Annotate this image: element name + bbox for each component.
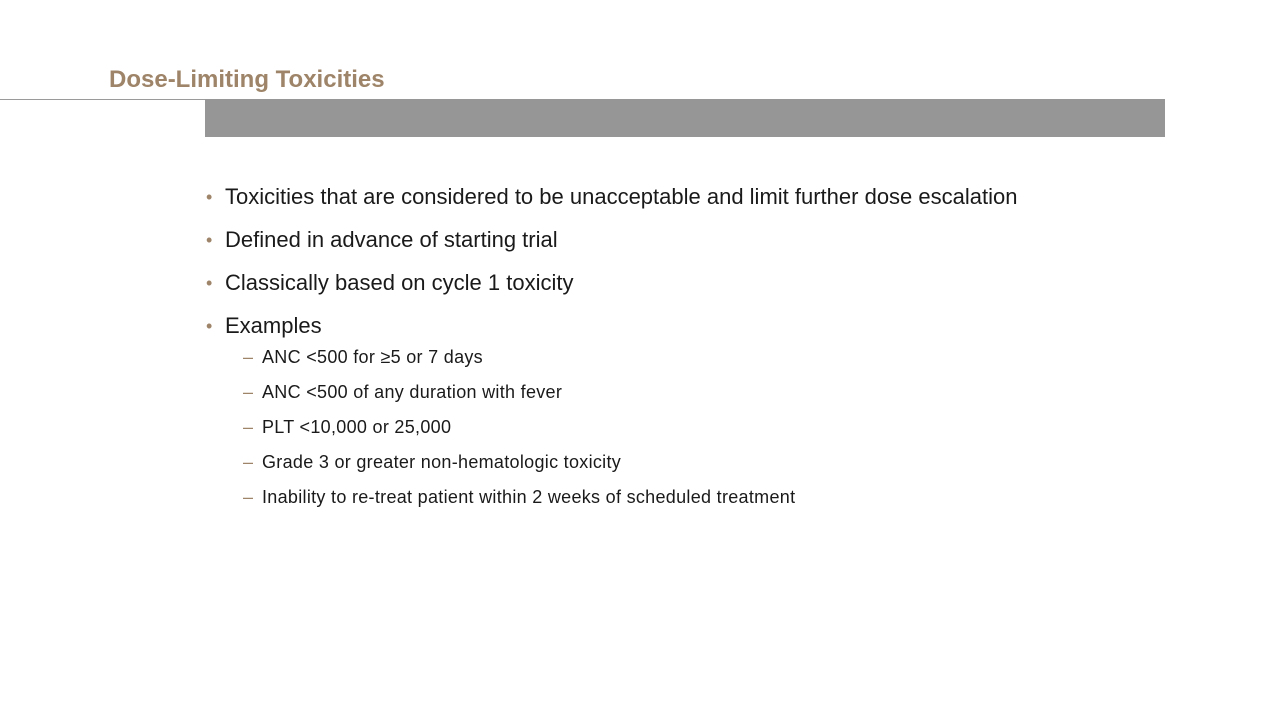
bullet-icon: • <box>206 187 213 207</box>
sub-bullet-text: PLT <10,000 or 25,000 <box>262 417 452 437</box>
sub-bullet-text: ANC <500 for ≥5 or 7 days <box>262 347 483 367</box>
sub-bullet-text: Inability to re-treat patient within 2 weeks of scheduled treatment <box>262 487 796 507</box>
sub-bullet-text: Grade 3 or greater non-hematologic toxicity <box>262 452 622 472</box>
sub-bullet-item <box>243 380 1106 404</box>
bullet-text: Toxicities that are considered to be unacceptable and limit further dose escalation <box>225 184 1018 209</box>
bullet-text: Examples <box>225 313 322 338</box>
bullet-icon: • <box>206 273 213 293</box>
bullet-text: Classically based on cycle 1 toxicity <box>225 270 574 295</box>
sub-bullet-item <box>243 485 1106 509</box>
slide-content <box>206 182 1106 522</box>
dash-icon: – <box>243 487 254 507</box>
dash-icon: – <box>243 452 254 472</box>
bullet-list <box>206 182 1106 509</box>
bullet-icon: • <box>206 316 213 336</box>
sub-bullet-item <box>243 415 1106 439</box>
sub-bullet-item <box>243 450 1106 474</box>
examples-list <box>225 345 1106 509</box>
bullet-icon: • <box>206 230 213 250</box>
dash-icon: – <box>243 382 254 402</box>
bullet-text: Defined in advance of starting trial <box>225 227 558 252</box>
bullet-item <box>206 225 1106 255</box>
bullet-item <box>206 311 1106 509</box>
bullet-item <box>206 268 1106 298</box>
title-divider <box>0 99 205 100</box>
header-gray-bar <box>205 99 1165 137</box>
dash-icon: – <box>243 347 254 367</box>
bullet-item <box>206 182 1106 212</box>
sub-bullet-item <box>243 345 1106 369</box>
slide-title: Dose-Limiting Toxicities <box>109 66 385 93</box>
sub-bullet-text: ANC <500 of any duration with fever <box>262 382 563 402</box>
dash-icon: – <box>243 417 254 437</box>
